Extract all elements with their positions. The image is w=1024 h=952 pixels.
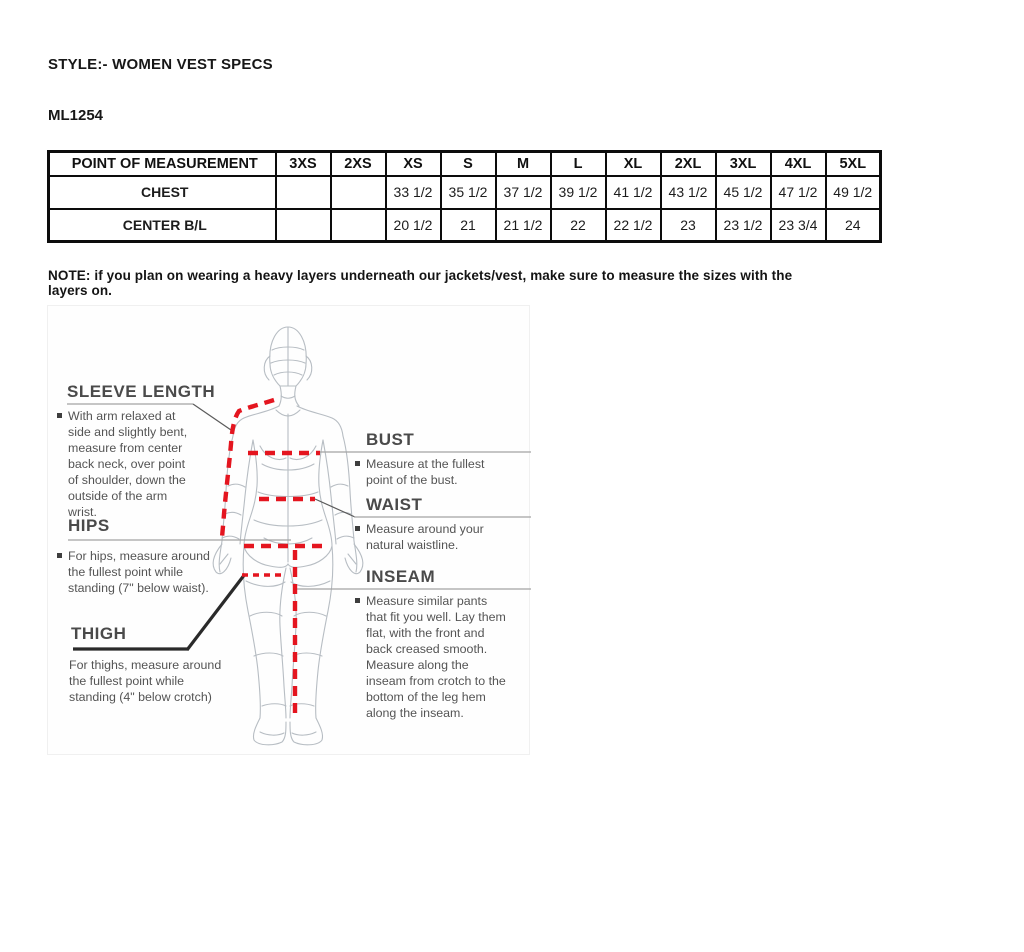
table-cell bbox=[331, 176, 386, 209]
table-cell: 47 1/2 bbox=[771, 176, 826, 209]
table-cell: 24 bbox=[826, 209, 881, 242]
size-table-header-row bbox=[49, 152, 881, 176]
sleeve-length-leader-line bbox=[193, 404, 231, 430]
column-header: XS bbox=[386, 152, 441, 176]
sleeve-length-title: SLEEVE LENGTH bbox=[67, 382, 216, 401]
column-header: 3XS bbox=[276, 152, 331, 176]
bullet-icon bbox=[355, 598, 360, 603]
column-header: S bbox=[441, 152, 496, 176]
waist-description: Measure around your natural waistline. bbox=[355, 521, 495, 553]
table-cell: 33 1/2 bbox=[386, 176, 441, 209]
inseam-title: INSEAM bbox=[366, 567, 436, 586]
sleeve-length-description: With arm relaxed at side and slightly bent, measure from center back neck, over point of shoulder, down the outside of the arm wrist. bbox=[57, 408, 197, 520]
waist-title: WAIST bbox=[366, 495, 423, 514]
table-cell: 20 1/2 bbox=[386, 209, 441, 242]
table-cell bbox=[331, 209, 386, 242]
figure-wireframe bbox=[213, 327, 363, 745]
table-cell: 21 1/2 bbox=[496, 209, 551, 242]
bust-title: BUST bbox=[366, 430, 415, 449]
inseam-description: Measure similar pants that fit you well. Lay them flat, with the front and back creased smooth. Measure along the inseam from crotch to the bottom of the leg hem along the inseam. bbox=[355, 593, 510, 721]
table-cell bbox=[276, 209, 331, 242]
table-cell: 37 1/2 bbox=[496, 176, 551, 209]
thigh-title: THIGH bbox=[71, 624, 127, 643]
bust-description: Measure at the fullest point of the bust. bbox=[355, 456, 495, 488]
row-label: CENTER B/L bbox=[49, 209, 276, 242]
column-header: 2XS bbox=[331, 152, 386, 176]
column-header: L bbox=[551, 152, 606, 176]
hips-title: HIPS bbox=[68, 516, 110, 535]
table-cell: 21 bbox=[441, 209, 496, 242]
column-header: 2XL bbox=[661, 152, 716, 176]
table-row-center-bl bbox=[49, 209, 881, 242]
model-number: ML1254 bbox=[48, 107, 104, 124]
column-header: POINT OF MEASUREMENT bbox=[49, 152, 276, 176]
waist-leader-line bbox=[315, 499, 355, 517]
bullet-icon bbox=[355, 461, 360, 466]
bullet-icon bbox=[355, 526, 360, 531]
table-cell bbox=[276, 176, 331, 209]
table-cell: 43 1/2 bbox=[661, 176, 716, 209]
hips-description: For hips, measure around the fullest point while standing (7" below waist). bbox=[57, 548, 222, 596]
column-header: 4XL bbox=[771, 152, 826, 176]
table-cell: 39 1/2 bbox=[551, 176, 606, 209]
table-row-chest bbox=[49, 176, 881, 209]
table-cell: 45 1/2 bbox=[716, 176, 771, 209]
table-cell: 35 1/2 bbox=[441, 176, 496, 209]
row-label: CHEST bbox=[49, 176, 276, 209]
column-header: 5XL bbox=[826, 152, 881, 176]
column-header: 3XL bbox=[716, 152, 771, 176]
note-text: NOTE: if you plan on wearing a heavy layers underneath our jackets/vest, make sure to measure the sizes with the layers on. bbox=[48, 268, 793, 298]
style-title: STYLE:- WOMEN VEST SPECS bbox=[48, 56, 273, 73]
table-cell: 23 1/2 bbox=[716, 209, 771, 242]
table-cell: 23 bbox=[661, 209, 716, 242]
table-cell: 23 3/4 bbox=[771, 209, 826, 242]
size-table bbox=[47, 150, 882, 243]
column-header: XL bbox=[606, 152, 661, 176]
table-cell: 22 1/2 bbox=[606, 209, 661, 242]
table-cell: 22 bbox=[551, 209, 606, 242]
table-cell: 41 1/2 bbox=[606, 176, 661, 209]
column-header: M bbox=[496, 152, 551, 176]
measurement-diagram bbox=[47, 305, 530, 755]
thigh-description: For thighs, measure around the fullest point while standing (4" below crotch) bbox=[69, 658, 222, 704]
measurement-lines bbox=[222, 400, 327, 720]
table-cell: 49 1/2 bbox=[826, 176, 881, 209]
bullet-icon bbox=[57, 553, 62, 558]
bullet-icon bbox=[57, 413, 62, 418]
